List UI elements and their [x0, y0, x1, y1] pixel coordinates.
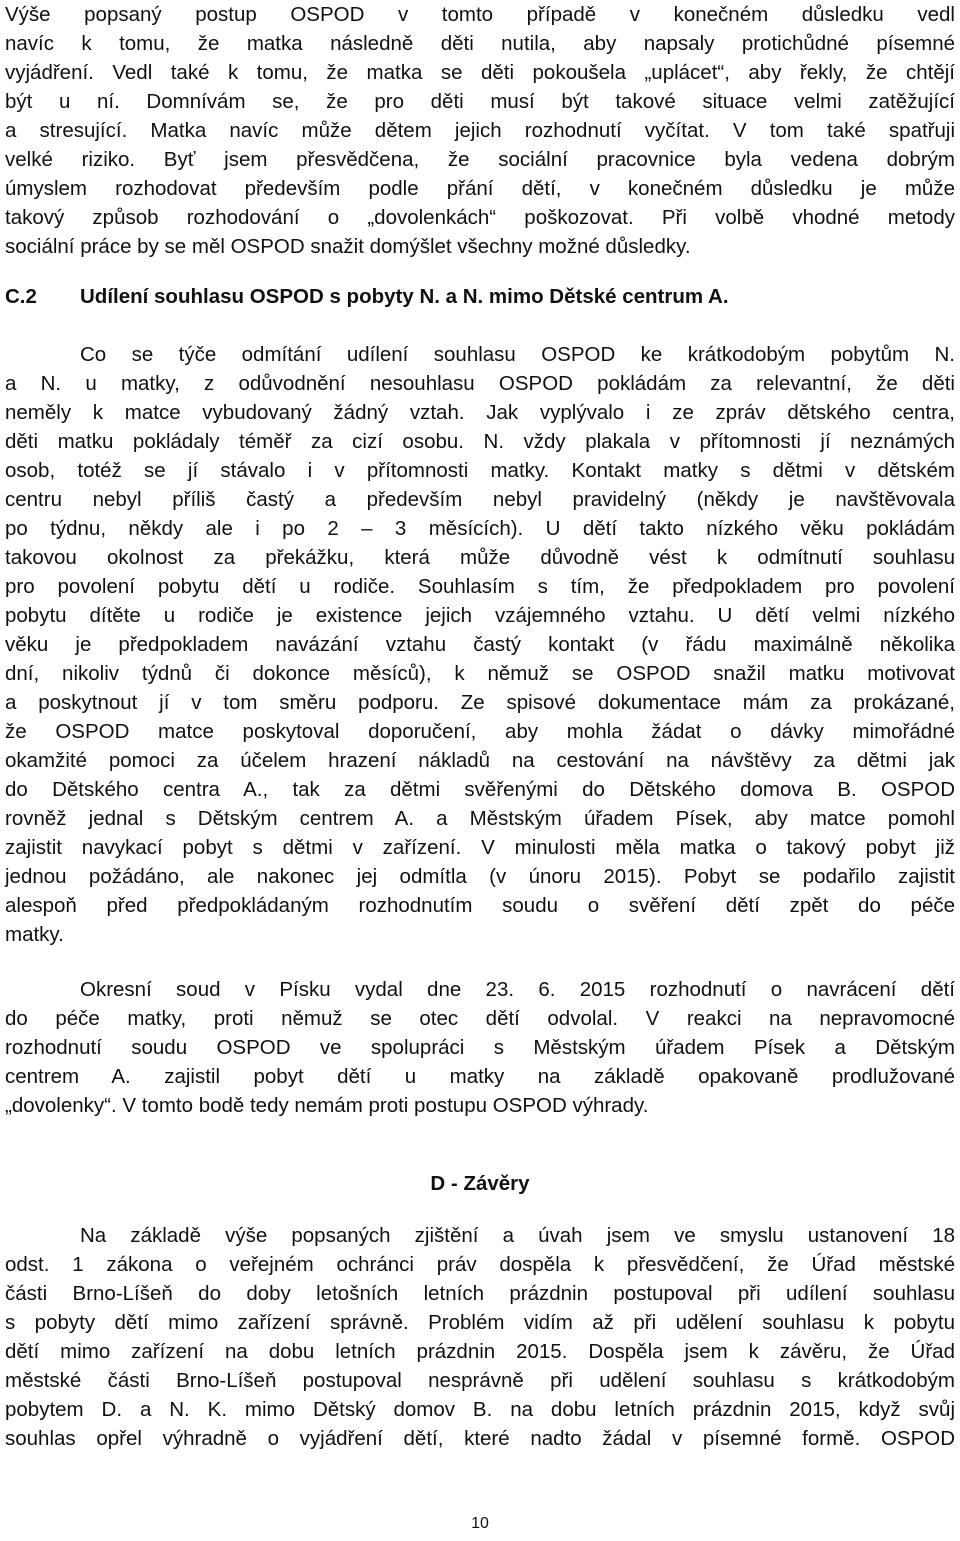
section-heading-d: D - Závěry: [430, 1172, 530, 1195]
text-line: Na základě výše popsaných zjištění a úvah jsem ve smyslu ustanovení 18: [80, 1224, 955, 1247]
text-line: pro povolení pobytu dětí u rodiče. Souhlasím s tím, že předpokladem pro povolení: [5, 575, 955, 598]
text-line: takový způsob rozhodování o „dovolenkách“ poškozovat. Při volbě vhodné metody: [5, 206, 955, 229]
text-line: zajistit navykací pobyt s dětmi v zařízení. V minulosti měla matka o takový pobyt již: [5, 836, 955, 859]
text-line: navíc k tomu, že matka následně děti nutila, aby napsaly protichůdné písemné: [5, 32, 955, 55]
text-line: rovněž jednal s Dětským centrem A. a Městským úřadem Písek, aby matce pomohl: [5, 807, 955, 830]
text-line: centrem A. zajistil pobyt dětí u matky na základě opakovaně prodlužované: [5, 1065, 955, 1088]
text-line: centru nebyl příliš častý a především nebyl pravidelný (někdy je navštěvovala: [5, 488, 955, 511]
text-line: být u ní. Domnívám se, že pro děti musí být takové situace velmi zatěžující: [5, 90, 955, 113]
text-line: dětí mimo zařízení na dobu letních prázdnin 2015. Dospěla jsem k závěru, že Úřad: [5, 1340, 955, 1363]
text-line: neměly k matce vybudovaný žádný vztah. Jak vyplývalo i ze zpráv dětského centra,: [5, 401, 955, 424]
text-line: alespoň před předpokládaným rozhodnutím soudu o svěření dětí zpět do péče: [5, 894, 955, 917]
text-line: sociální práce by se měl OSPOD snažit domýšlet všechny možné důsledky.: [5, 235, 691, 258]
text-line: části Brno-Líšeň do doby letošních letních prázdnin postupoval při udílení souhlasu: [5, 1282, 955, 1305]
text-line: rozhodnutí soudu OSPOD ve spolupráci s Městským úřadem Písek a Dětským: [5, 1036, 955, 1059]
text-line: po týdnu, někdy ale i po 2 – 3 měsících). U dětí takto nízkého věku pokládám: [5, 517, 955, 540]
text-line: Výše popsaný postup OSPOD v tomto případě v konečném důsledku vedl: [5, 3, 955, 26]
text-line: „dovolenky“. V tomto bodě tedy nemám proti postupu OSPOD výhrady.: [5, 1094, 649, 1117]
text-line: do Dětského centra A., tak za dětmi svěřenými do Dětského domova B. OSPOD: [5, 778, 955, 801]
text-line: a poskytnout jí v tom směru podporu. Ze spisové dokumentace mám za prokázané,: [5, 691, 955, 714]
text-line: že OSPOD matce poskytoval doporučení, aby mohla žádat o dávky mimořádné: [5, 720, 955, 743]
text-line: souhlas opřel výhradně o vyjádření dětí, které nadto žádal v písemné formě. OSPOD: [5, 1427, 955, 1450]
text-line: jednou požádáno, ale nakonec jej odmítla (v únoru 2015). Pobyt se podařilo zajistit: [5, 865, 955, 888]
text-line: velké riziko. Byť jsem přesvědčena, že sociální pracovnice byla vedena dobrým: [5, 148, 955, 171]
section-number: C.2: [5, 285, 37, 308]
text-line: odst. 1 zákona o veřejném ochránci práv dospěla k přesvědčení, že Úřad městské: [5, 1253, 955, 1276]
text-line: pobytu dítěte u rodiče je existence jejich vzájemného vztahu. U dětí velmi nízkého: [5, 604, 955, 627]
text-line: dní, nikoliv týdnů či dokonce měsíců), k němuž se OSPOD snažil matku motivovat: [5, 662, 955, 685]
section-heading-c2: [5, 282, 955, 311]
text-line: městské části Brno-Líšeň postupoval nesprávně při udělení souhlasu s krátkodobým: [5, 1369, 955, 1392]
section-title: Udílení souhlasu OSPOD s pobyty N. a N. mimo Dětské centrum A.: [80, 285, 729, 308]
page-number: 10: [471, 1515, 489, 1532]
text-line: okamžité pomoci za účelem hrazení nákladů na cestování na návštěvy za dětmi jak: [5, 749, 955, 772]
text-line: osob, totéž se jí stávalo i v přítomnosti matky. Kontakt matky s dětmi v dětském: [5, 459, 955, 482]
text-line: Co se týče odmítání udílení souhlasu OSPOD ke krátkodobým pobytům N.: [80, 343, 955, 366]
text-line: s pobyty dětí mimo zařízení správně. Problém vidím až při udělení souhlasu k pobytu: [5, 1311, 955, 1334]
text-line: do péče matky, proti němuž se otec dětí odvolal. V reakci na nepravomocné: [5, 1007, 955, 1030]
text-line: děti matku pokládaly téměř za cizí osobu. N. vždy plakala v přítomnosti jí neznámých: [5, 430, 955, 453]
text-line: Okresní soud v Písku vydal dne 23. 6. 2015 rozhodnutí o navrácení dětí: [80, 978, 955, 1001]
text-line: a stresující. Matka navíc může dětem jejich rozhodnutí vyčítat. V tom také spatřuji: [5, 119, 955, 142]
text-line: věku je předpokladem navázání vztahu častý kontakt (v řádu maximálně několika: [5, 633, 955, 656]
text-line: úmyslem rozhodovat především podle přání dětí, v konečném důsledku je může: [5, 177, 955, 200]
text-line: pobytem D. a N. K. mimo Dětský domov B. na dobu letních prázdnin 2015, když svůj: [5, 1398, 955, 1421]
text-line: a N. u matky, z odůvodnění nesouhlasu OSPOD pokládám za relevantní, že děti: [5, 372, 955, 395]
text-line: matky.: [5, 923, 64, 946]
text-line: takovou okolnost za překážku, která může důvodně vést k odmítnutí souhlasu: [5, 546, 955, 569]
text-line: vyjádření. Vedl také k tomu, že matka se děti pokoušela „uplácet“, aby řekly, že chtějí: [5, 61, 955, 84]
